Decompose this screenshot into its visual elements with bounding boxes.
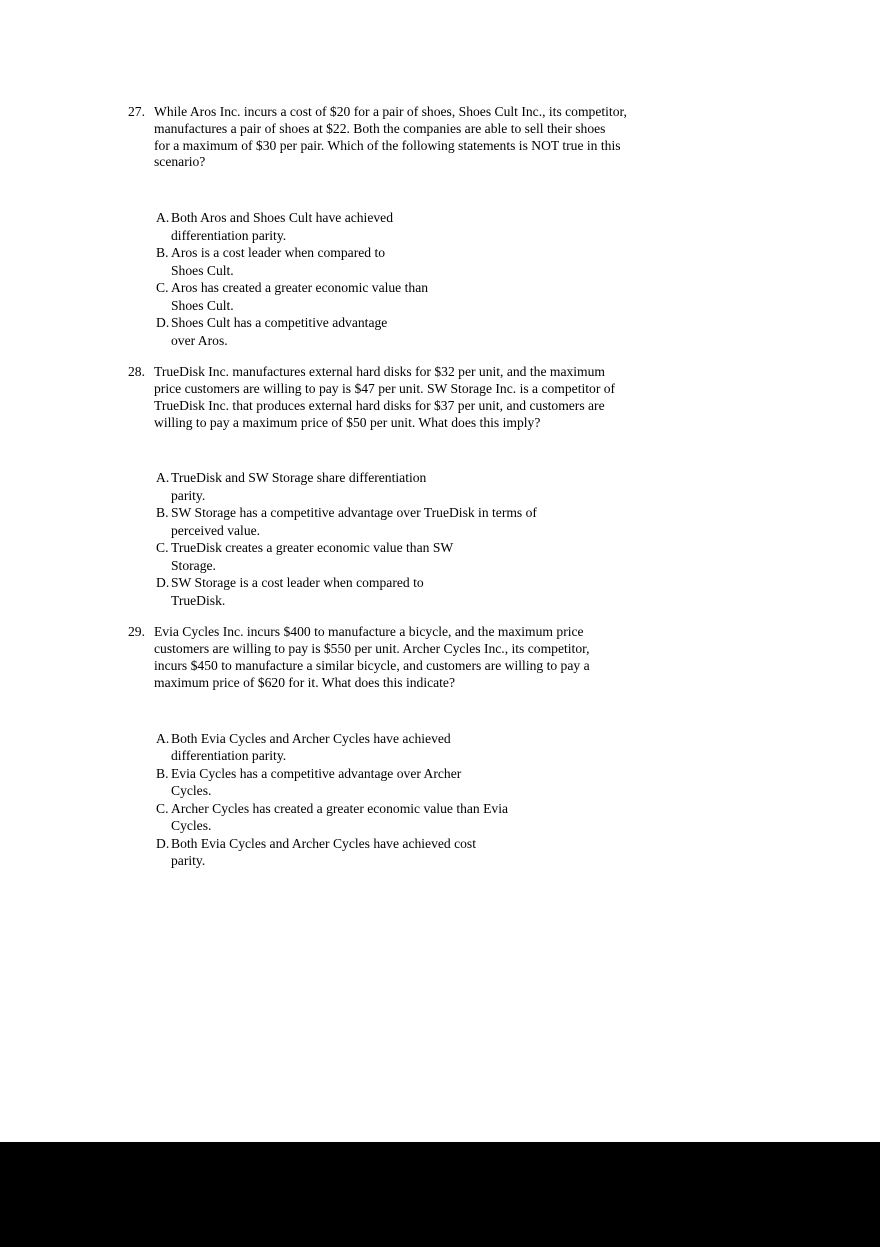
options-list	[156, 209, 627, 349]
option-d	[156, 574, 627, 609]
option-letter: C.	[156, 280, 169, 296]
option-letter: D.	[156, 575, 170, 591]
option-c	[156, 800, 627, 835]
question-text-line: incurs $450 to manufacture a similar bicycle, and customers are willing to pay a	[154, 657, 590, 673]
question-text-line: While Aros Inc. incurs a cost of $20 for a pair of shoes, Shoes Cult Inc., its competitor,	[154, 104, 627, 119]
option-b	[156, 765, 627, 800]
option-text-line: Archer Cycles has created a greater economic value than Evia	[171, 800, 509, 816]
question-item	[128, 364, 627, 609]
option-text-line: SW Storage has a competitive advantage over TrueDisk in terms of	[171, 505, 537, 521]
question-text-line: manufactures a pair of shoes at $22. Both the companies are able to sell their shoes	[154, 120, 606, 136]
option-text-line: perceived value.	[171, 522, 261, 538]
question-text-line: customers are willing to pay is $550 per unit. Archer Cycles Inc., its competitor,	[154, 641, 590, 657]
questions-list	[128, 104, 627, 885]
options-list	[156, 730, 627, 870]
question-number: 29.	[128, 624, 145, 640]
option-text-line: Evia Cycles has a competitive advantage over Archer	[171, 765, 462, 781]
question-item	[128, 624, 627, 869]
option-d	[156, 835, 627, 870]
question-text-line: for a maximum of $30 per pair. Which of the following statements is NOT true in this	[154, 137, 621, 153]
question-text-line: Evia Cycles Inc. incurs $400 to manufacture a bicycle, and the maximum price	[154, 624, 584, 640]
option-letter: B.	[156, 765, 169, 781]
option-text-line: differentiation parity.	[171, 227, 287, 243]
option-text-line: Shoes Cult.	[171, 297, 234, 313]
option-letter: D.	[156, 315, 170, 331]
option-d	[156, 314, 627, 349]
option-text-line: Cycles.	[171, 783, 212, 799]
option-b	[156, 244, 627, 279]
option-a	[156, 730, 627, 765]
question-text-line: willing to pay a maximum price of $50 per unit. What does this imply?	[154, 414, 541, 430]
option-text-line: Shoes Cult has a competitive advantage	[171, 315, 388, 331]
option-letter: A.	[156, 730, 170, 746]
option-text-line: differentiation parity.	[171, 748, 287, 764]
option-text-line: SW Storage is a cost leader when compared to	[171, 575, 424, 591]
question-item	[128, 104, 627, 349]
option-text-line: parity.	[171, 487, 206, 503]
option-text-line: Both Aros and Shoes Cult have achieved	[171, 210, 393, 226]
option-text-line: TrueDisk creates a greater economic value than SW	[171, 540, 454, 556]
option-text-line: over Aros.	[171, 332, 228, 348]
option-c	[156, 279, 627, 314]
option-text-line: Shoes Cult.	[171, 262, 234, 278]
option-letter: B.	[156, 245, 169, 261]
option-text-line: Aros has created a greater economic value than	[171, 280, 429, 296]
option-letter: A.	[156, 470, 170, 486]
option-letter: C.	[156, 800, 169, 816]
option-letter: C.	[156, 540, 169, 556]
option-a	[156, 209, 627, 244]
question-text-line: scenario?	[154, 154, 206, 170]
question-number: 28.	[128, 364, 145, 380]
options-list	[156, 469, 627, 609]
question-text-line: maximum price of $620 for it. What does this indicate?	[154, 674, 456, 690]
option-text-line: Both Evia Cycles and Archer Cycles have achieved	[171, 730, 451, 746]
question-text-line: TrueDisk Inc. manufactures external hard disks for $32 per unit, and the maximum	[154, 364, 606, 380]
question-text-line: price customers are willing to pay is $47 per unit. SW Storage Inc. is a competitor of	[154, 380, 616, 396]
option-letter: A.	[156, 210, 170, 226]
option-text-line: TrueDisk.	[171, 592, 226, 608]
bottom-black-bar	[0, 1142, 880, 1247]
option-letter: D.	[156, 835, 170, 851]
option-text-line: Storage.	[171, 557, 216, 573]
option-text-line: Cycles.	[171, 818, 212, 834]
option-text-line: Both Evia Cycles and Archer Cycles have achieved cost	[171, 835, 477, 851]
option-b	[156, 504, 627, 539]
question-text-line: TrueDisk Inc. that produces external hard disks for $37 per unit, and customers are	[154, 397, 605, 413]
option-c	[156, 539, 627, 574]
option-text-line: Aros is a cost leader when compared to	[171, 245, 386, 261]
option-letter: B.	[156, 505, 169, 521]
option-text-line: TrueDisk and SW Storage share differentiation	[171, 470, 427, 486]
question-number: 27.	[128, 104, 145, 119]
option-a	[156, 469, 627, 504]
option-text-line: parity.	[171, 853, 206, 869]
